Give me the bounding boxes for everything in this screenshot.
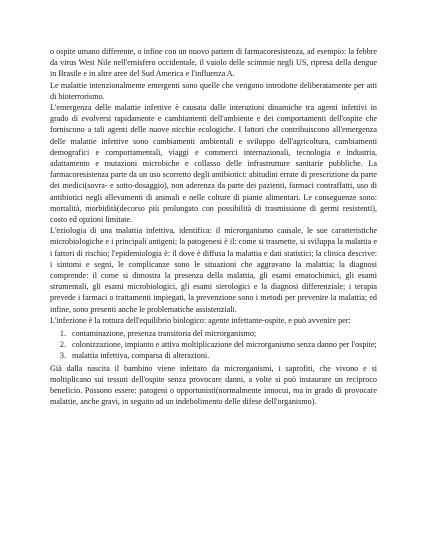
paragraph-etiology: L'eziologia di una malattia infettiva, identifica: il microrganismo causale, le sue caratteristiche microbiologiche e i principali antigeni; la patogenesi è il: come si trasmette, si sviluppa la malattia e i fattori di rischio; l'epidemiologia è: il dove è diffusa la malattia e dati statistici; la clinica descrive: i sintomi e segni, le complicanze sono le situazioni che aggravano la malattia; la diagnosi comprende: il come si dimostra la presenza della malattia, gli esami ematochimici, gli esami strumentali, gli esami microbiologici, gli esami sierologici e la diagnosi differenziale; i terapia prevede i farmaci o trattamenti impiegati, la prevenzione sono i metodi per prevenire la malattia; ed infine, sono presenti anche le problematiche assistenziali. <box>50 226 377 314</box>
list-item-number: 3. <box>59 351 66 361</box>
paragraph-emergence-causes: L'emergenza delle malattie infettive è causata dalle interazioni dinamiche tra agenti infettivi in grado di evolversi rapidamente e cambiamenti dell'ambiente e dei comportamenti dell'ospite che forniscono a tali agenti delle nuove nicchie ecologiche. I fattori che contribuiscono all'emergenza delle malattie infettive sono cambiamenti ambientali e sviluppo dell'agricoltura, cambiamenti demografici e comportamentali, viaggi e commerci internazionali, tecnologia e industria, adattamento e mutazioni microbiche e collasso delle infrastrutture sanitarie pubbliche. La farmacoresistenza parte da un uso scorretto degli antibiotici: abitudini errate di prescrizione da parte dei medici(sovra- e sotto-dosaggio), non aderenza da parte dei pazienti, farmaci contraffatti, uso di antibiotici negli allevamenti di animali e nelle colture di piante alimentari. Le conseguenze sono: mortalità, morbidità(decorso più prolungato con possibilità di trasmissione di germi resistenti), costo ed opzioni limitate. <box>50 103 377 225</box>
list-item <box>50 328 377 339</box>
infection-stages-list <box>50 328 377 362</box>
list-item <box>50 350 377 361</box>
paragraph-emerging-examples: o ospite umano differente, o infine con un nuovo pattern di farmacoresistenza, ad esempio: la febbre da virus West Nile nell'emisfero occidentale, il vaiolo delle scimmie negli US, ripresa della dengue in Brasile e in altre aree del Sud America e l'influenza A. <box>50 47 377 79</box>
list-item <box>50 339 377 350</box>
paragraph-infection-definition: L'infezione è la rottura dell'equilibrio biologico: agente infettante-ospite, e può avvenire per: <box>50 315 351 325</box>
list-item-number: 2. <box>59 340 66 350</box>
paragraph-intentional-diseases: Le malattie intenzionalmente emergenti sono quelle che vengono introdotte deliberatamente per atti di bioterrorismo. <box>50 80 377 101</box>
document-page <box>50 46 377 408</box>
list-item-number: 1. <box>59 329 66 339</box>
list-item-text: malattia infettiva, comparsa di alterazioni. <box>72 351 210 361</box>
list-item-text: colonizzazione, impianto e attiva moltiplicazione del microrganismo senza danno per l'ospite; <box>72 340 377 350</box>
list-item-text: contaminazione, presenza transitoria del microrganismo; <box>72 329 257 339</box>
paragraph-saprophytes: Già dalla nascita il bambino viene infettato da microrganismi, i saprofiti, che vivono e si moltiplicano sui tessuti dell'ospite senza provocare danni, a volte si può instaurare un reciproco beneficio. Possono essere: patogeni o opportunisti(normalmente innocui, ma in grado di provocare malattie, anche gravi, in seguito ad un indebolimento delle difese dell'organismo). <box>50 363 377 407</box>
